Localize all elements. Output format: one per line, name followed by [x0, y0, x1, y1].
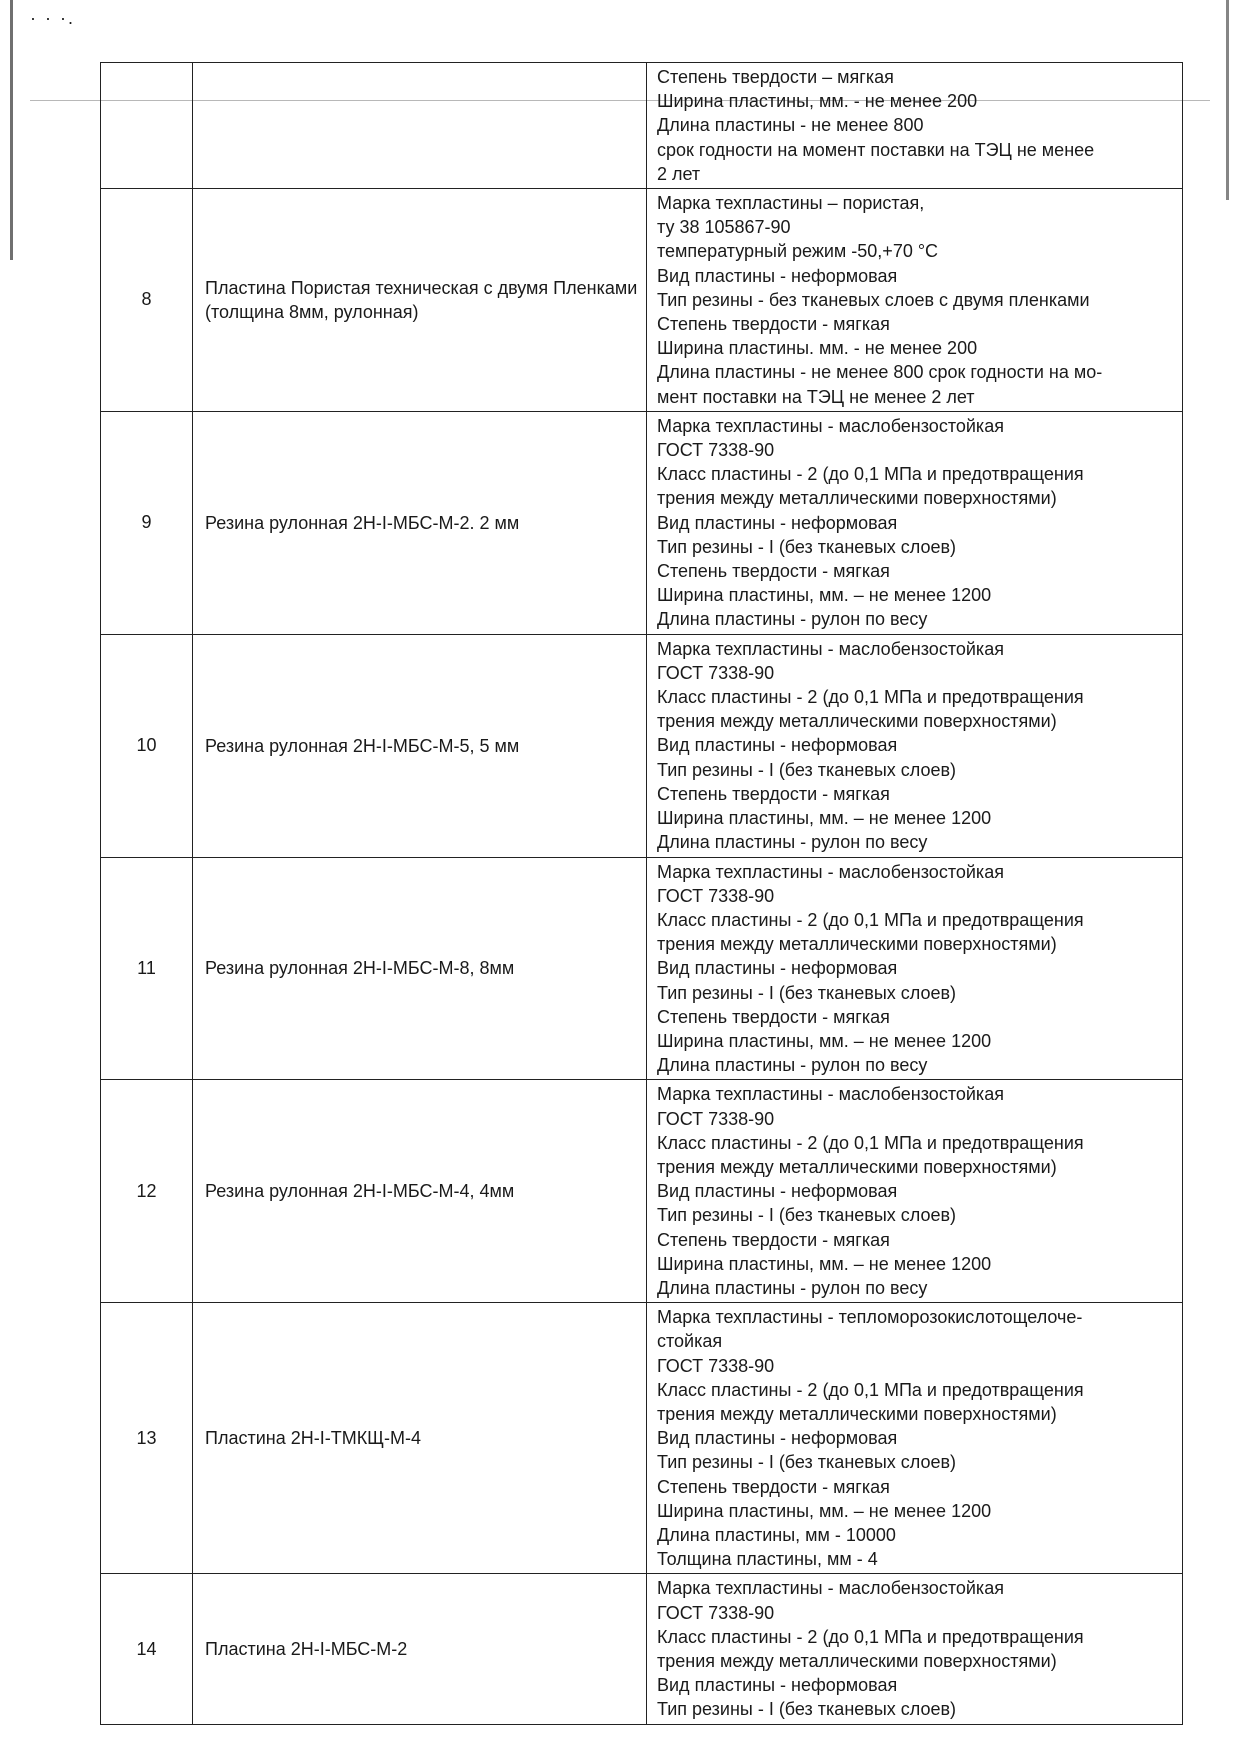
spec-line: трения между металлическими поверхностями) — [657, 711, 1057, 732]
spec-line: Длина пластины - рулон по весу — [657, 832, 928, 853]
spec-line: Марка техпластины - тепломорозокислотощелоче- — [657, 1307, 1083, 1328]
spec-line: Степень твердости – мягкая — [657, 67, 894, 87]
spec-line: Вид пластины - неформовая — [657, 735, 898, 756]
spec-line: Класс пластины - 2 (до 0,1 МПа и предотвращения — [657, 909, 1084, 930]
spec-line: Степень твердости - мягкая — [657, 1229, 890, 1250]
spec-line: ГОСТ 7338-90 — [657, 1355, 775, 1376]
product-specification — [647, 411, 1183, 634]
row-number: 11 — [101, 857, 193, 1080]
spec-line: ГОСТ 7338-90 — [657, 662, 775, 683]
product-name: Резина рулонная 2Н-I-МБС-М-4, 4мм — [193, 1080, 647, 1303]
spec-line: Длина пластины - рулон по весу — [657, 1055, 928, 1076]
product-specification — [647, 189, 1183, 412]
spec-line: Вид пластины - неформовая — [657, 1428, 898, 1449]
scan-edge-right — [1226, 0, 1229, 200]
spec-line: трения между металлическими поверхностями) — [657, 488, 1057, 509]
spec-line: Марка техпластины - маслобензостойкая — [657, 638, 1004, 659]
spec-line: 2 лет — [657, 163, 701, 184]
spec-line: Класс пластины - 2 (до 0,1 МПа и предотвращения — [657, 464, 1084, 485]
row-number: 12 — [101, 1080, 193, 1303]
spec-line: Длина пластины - рулон по весу — [657, 1277, 928, 1298]
spec-line: срок годности на момент поставки на ТЭЦ не менее — [657, 139, 1095, 160]
spec-line: Ширина пластины, мм. – не менее 1200 — [657, 1500, 992, 1521]
spec-line: Степень твердости - мягкая — [657, 561, 890, 582]
spec-line: трения между металлическими поверхностями) — [657, 1403, 1057, 1424]
spec-line: Марка техпластины – пористая, — [657, 193, 925, 214]
spec-line: Тип резины - без тканевых слоев с двумя пленками — [657, 289, 1090, 310]
spec-line: Тип резины - I (без тканевых слоев) — [657, 982, 957, 1003]
spec-line: мент поставки на ТЭЦ не менее 2 лет — [657, 386, 975, 407]
row-number: 13 — [101, 1303, 193, 1574]
row-number: 10 — [101, 634, 193, 857]
table-row — [101, 1080, 1183, 1303]
spec-line: Ширина пластины, мм. - не менее 200 — [657, 91, 978, 112]
spec-line: Ширина пластины, мм. – не менее 1200 — [657, 1030, 992, 1051]
spec-line: Ширина пластины, мм. – не менее 1200 — [657, 1253, 992, 1274]
spec-line: стойкая — [657, 1331, 723, 1352]
scan-edge-left — [10, 0, 13, 260]
spec-line: ГОСТ 7338-90 — [657, 440, 775, 461]
spec-line: Длина пластины - не менее 800 срок годности на мо- — [657, 362, 1103, 383]
spec-line: Степень твердости - мягкая — [657, 1006, 890, 1027]
product-specification — [647, 1303, 1183, 1574]
product-specification — [647, 634, 1183, 857]
spec-line: Тип резины - I (без тканевых слоев) — [657, 1452, 957, 1473]
spec-line: Степень твердости - мягкая — [657, 1476, 890, 1497]
product-name: Пластина 2Н-I-ТМКЩ-М-4 — [193, 1303, 647, 1574]
table-row — [101, 411, 1183, 634]
spec-line: Тип резины - I (без тканевых слоев) — [657, 1205, 957, 1226]
spec-line: Класс пластины - 2 (до 0,1 МПа и предотвращения — [657, 1132, 1084, 1153]
spec-line: Длина пластины, мм - 10000 — [657, 1524, 896, 1545]
spec-line: Тип резины - I (без тканевых слоев) — [657, 1699, 957, 1720]
spec-line: Марка техпластины - маслобензостойкая — [657, 861, 1004, 882]
spec-line: Марка техпластины - маслобензостойкая — [657, 1084, 1004, 1105]
spec-line: ГОСТ 7338-90 — [657, 1108, 775, 1129]
spec-line: трения между металлическими поверхностями) — [657, 1651, 1057, 1671]
spec-line: Марка техпластины - маслобензостойкая — [657, 415, 1004, 436]
product-name — [193, 63, 647, 189]
scan-marks-top-left: · · ·. — [30, 8, 75, 28]
spec-line: Класс пластины - 2 (до 0,1 МПа и предотвращения — [657, 687, 1084, 708]
spec-line: Вид пластины - неформовая — [657, 1181, 898, 1202]
product-specification — [647, 1574, 1183, 1724]
spec-line: Вид пластины - неформовая — [657, 265, 898, 286]
table-row — [101, 1303, 1183, 1574]
product-name: Резина рулонная 2Н-I-МБС-М-2. 2 мм — [193, 411, 647, 634]
row-number: 14 — [101, 1574, 193, 1724]
spec-line: Класс пластины - 2 (до 0,1 МПа и предотвращения — [657, 1379, 1084, 1400]
spec-line: Вид пластины - неформовая — [657, 512, 898, 533]
spec-line: температурный режим -50,+70 °С — [657, 241, 939, 262]
specifications-table — [100, 62, 1183, 1725]
product-name: Резина рулонная 2Н-I-МБС-М-5, 5 мм — [193, 634, 647, 857]
spec-line: Ширина пластины. мм. - не менее 200 — [657, 338, 978, 359]
spec-line: Ширина пластины, мм. – не менее 1200 — [657, 585, 992, 606]
table-body — [101, 63, 1183, 1725]
spec-line: Вид пластины - неформовая — [657, 958, 898, 979]
spec-line: Тип резины - I (без тканевых слоев) — [657, 759, 957, 780]
spec-line: Толщина пластины, мм - 4 — [657, 1549, 878, 1570]
spec-line: Вид пластины - неформовая — [657, 1675, 898, 1696]
spec-line: Тип резины - I (без тканевых слоев) — [657, 536, 957, 557]
product-name: Резина рулонная 2Н-I-МБС-М-8, 8мм — [193, 857, 647, 1080]
spec-line: Марка техпластины - маслобензостойкая — [657, 1578, 1004, 1599]
spec-line: Класс пластины - 2 (до 0,1 МПа и предотвращения — [657, 1626, 1084, 1647]
row-number: 8 — [101, 189, 193, 412]
row-number — [101, 63, 193, 189]
spec-line: Ширина пластины, мм. – не менее 1200 — [657, 808, 992, 829]
row-number: 9 — [101, 411, 193, 634]
table-row — [101, 1574, 1183, 1724]
spec-line: Длина пластины - не менее 800 — [657, 115, 924, 136]
spec-line: Длина пластины - рулон по весу — [657, 609, 928, 630]
product-specification — [647, 1080, 1183, 1303]
spec-line: Степень твердости - мягкая — [657, 314, 890, 335]
table-row — [101, 857, 1183, 1080]
product-name: Пластина 2Н-I-МБС-М-2 — [193, 1574, 647, 1724]
spec-line: трения между металлическими поверхностями) — [657, 934, 1057, 955]
spec-line: ГОСТ 7338-90 — [657, 885, 775, 906]
table-row — [101, 63, 1183, 189]
spec-line: Степень твердости - мягкая — [657, 783, 890, 804]
product-name: Пластина Пористая техническая с двумя Пленками (толщина 8мм, рулонная) — [193, 189, 647, 412]
product-specification — [647, 63, 1183, 189]
spec-line: трения между металлическими поверхностями) — [657, 1156, 1057, 1177]
table-row — [101, 189, 1183, 412]
table-row — [101, 634, 1183, 857]
spec-line: ГОСТ 7338-90 — [657, 1602, 775, 1623]
product-specification — [647, 857, 1183, 1080]
spec-line: ту 38 105867-90 — [657, 217, 791, 238]
